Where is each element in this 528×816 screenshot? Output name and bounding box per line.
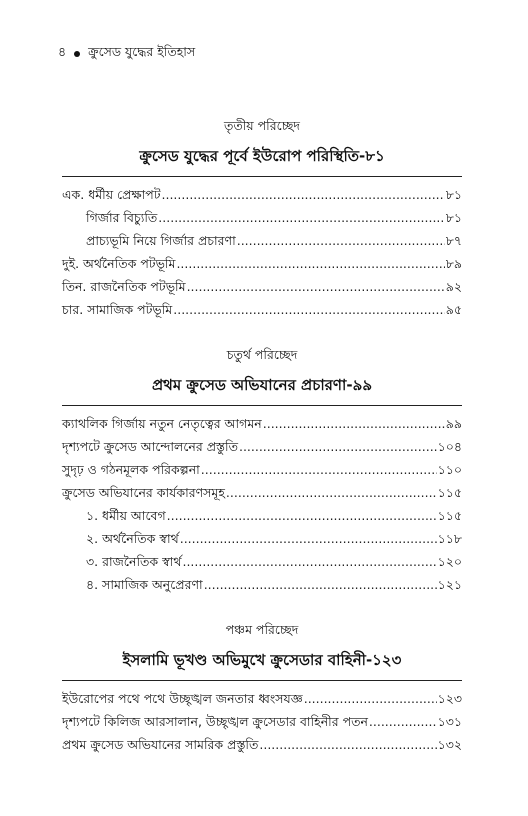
spacer xyxy=(62,596,462,622)
dot-leader xyxy=(173,298,445,321)
toc-entry-title: চার. সামাজিক পটভূমি xyxy=(62,302,173,317)
dot-leader xyxy=(180,527,437,550)
book-title: ক্রুসেড যুদ্ধের ইতিহাস xyxy=(88,44,196,59)
toc-entry-page: ৮৭ xyxy=(445,233,462,248)
dot-leader xyxy=(182,550,436,573)
toc-entry-title: ৩. রাজনৈতিক স্বার্থ xyxy=(86,554,182,569)
toc-entry-title: গির্জার বিচ্যুতি xyxy=(86,210,158,225)
bullet-dot-icon xyxy=(74,51,80,57)
dot-leader xyxy=(204,573,437,596)
toc-entry xyxy=(62,183,462,206)
dot-leader xyxy=(369,710,437,733)
dot-leader xyxy=(259,733,436,756)
toc-entry-page: ১৩১ xyxy=(437,714,462,729)
toc-entry xyxy=(62,710,462,733)
toc-entry xyxy=(62,206,462,229)
spacer xyxy=(62,321,462,347)
toc-entry-page: ১১৫ xyxy=(437,508,462,523)
toc-entry-page: ১০৪ xyxy=(437,439,462,454)
toc-entry-title: দৃশ্যপটে ক্রুসেড আন্দোলনের প্রস্তুতি xyxy=(62,439,238,454)
toc-entry-page: ৯৯ xyxy=(445,416,462,431)
toc-entry-page: ৯৫ xyxy=(445,302,462,317)
toc-entry-title: সুদৃঢ় ও গঠনমূলক পরিকল্পনা xyxy=(62,462,200,477)
toc-entry-title: দুই. অর্থনৈতিক পটভূমি xyxy=(62,256,176,271)
toc-entry-page: ৮৯ xyxy=(445,256,462,271)
toc-entry-page: ১২১ xyxy=(437,577,462,592)
toc-entry xyxy=(62,550,462,573)
toc-entry xyxy=(62,435,462,458)
toc-entry xyxy=(62,527,462,550)
chapter-section xyxy=(62,622,462,756)
dot-leader xyxy=(167,504,437,527)
table-of-contents xyxy=(62,118,462,756)
toc-entry-title: এক. ধর্মীয় প্রেক্ষাপট xyxy=(62,187,161,202)
toc-entry-page: ১৩২ xyxy=(437,737,462,752)
page-number: ৪ xyxy=(58,44,67,59)
chapter-section xyxy=(62,347,462,596)
dot-leader xyxy=(226,481,437,504)
toc-entry-title: তিন. রাজনৈতিক পটভূমি xyxy=(62,279,186,294)
toc-entry xyxy=(62,504,462,527)
dot-leader xyxy=(176,252,444,275)
dot-leader xyxy=(158,206,444,229)
running-head xyxy=(58,44,195,64)
toc-entry-page: ১১৫ xyxy=(437,485,462,500)
toc-entry-page: ১২৩ xyxy=(437,691,462,706)
toc-entry-title: প্রাচ্যভূমি নিয়ে গির্জার প্রচারণা xyxy=(86,233,236,248)
toc-entry-title: ১. ধর্মীয় আবেগ xyxy=(86,508,166,523)
toc-entry xyxy=(62,481,462,504)
toc-entry-title: দৃশ্যপটে কিলিজ আরসালান, উচ্ছৃঙ্খল ক্রুসেডার বাহিনীর পতন xyxy=(62,714,368,729)
toc-entry xyxy=(62,733,462,756)
toc-entry-page: ১১০ xyxy=(437,462,462,477)
chapter-section xyxy=(62,118,462,321)
chapter-title: ক্রুসেড যুদ্ধের পূর্বে ইউরোপ পরিস্থিতি-৮১ xyxy=(62,145,462,177)
toc-entry xyxy=(62,275,462,298)
dot-leader xyxy=(237,229,445,252)
toc-entry-page: ৮১ xyxy=(445,210,462,225)
toc-entry xyxy=(62,687,462,710)
toc-entry-title: ৪. সামাজিক অনুপ্রেরণা xyxy=(86,577,203,592)
toc-entry-page: ১১৮ xyxy=(437,531,462,546)
dot-leader xyxy=(187,275,445,298)
toc-entry xyxy=(62,298,462,321)
toc-entry xyxy=(62,412,462,435)
toc-entry-page: ১২০ xyxy=(437,554,462,569)
toc-entry-title: ইউরোপের পথে পথে উচ্ছৃঙ্খল জনতার ধ্বংসযজ্ঞ xyxy=(62,691,303,706)
dot-leader xyxy=(239,435,437,458)
toc-entry-title: প্রথম ক্রুসেড অভিযানের সামরিক প্রস্তুতি xyxy=(62,737,259,752)
toc-entry xyxy=(62,229,462,252)
chapter-title: ইসলামি ভূখণ্ড অভিমুখে ক্রুসেডার বাহিনী-১২৩ xyxy=(62,649,462,681)
dot-leader xyxy=(263,412,445,435)
dot-leader xyxy=(201,458,437,481)
toc-entry-title: ক্যাথলিক গির্জায় নতুন নেতৃত্বের আগমন xyxy=(62,416,262,431)
toc-entry xyxy=(62,573,462,596)
chapter-label: তৃতীয় পরিচ্ছেদ xyxy=(223,118,301,133)
toc-entry xyxy=(62,252,462,275)
toc-entry-title: ক্রুসেড অভিযানের কার্যকারণসমূহ xyxy=(62,485,225,500)
chapter-title: প্রথম ক্রুসেড অভিযানের প্রচারণা-৯৯ xyxy=(62,374,462,406)
toc-entry-page: ৯২ xyxy=(445,279,462,294)
dot-leader xyxy=(304,687,437,710)
dot-leader xyxy=(162,183,445,206)
toc-entry-title: ২. অর্থনৈতিক স্বার্থ xyxy=(86,531,179,546)
chapter-label: চতুর্থ পরিচ্ছেদ xyxy=(226,347,298,362)
toc-entry xyxy=(62,458,462,481)
chapter-label: পঞ্চম পরিচ্ছেদ xyxy=(225,622,299,637)
toc-entry-page: ৮১ xyxy=(445,187,462,202)
